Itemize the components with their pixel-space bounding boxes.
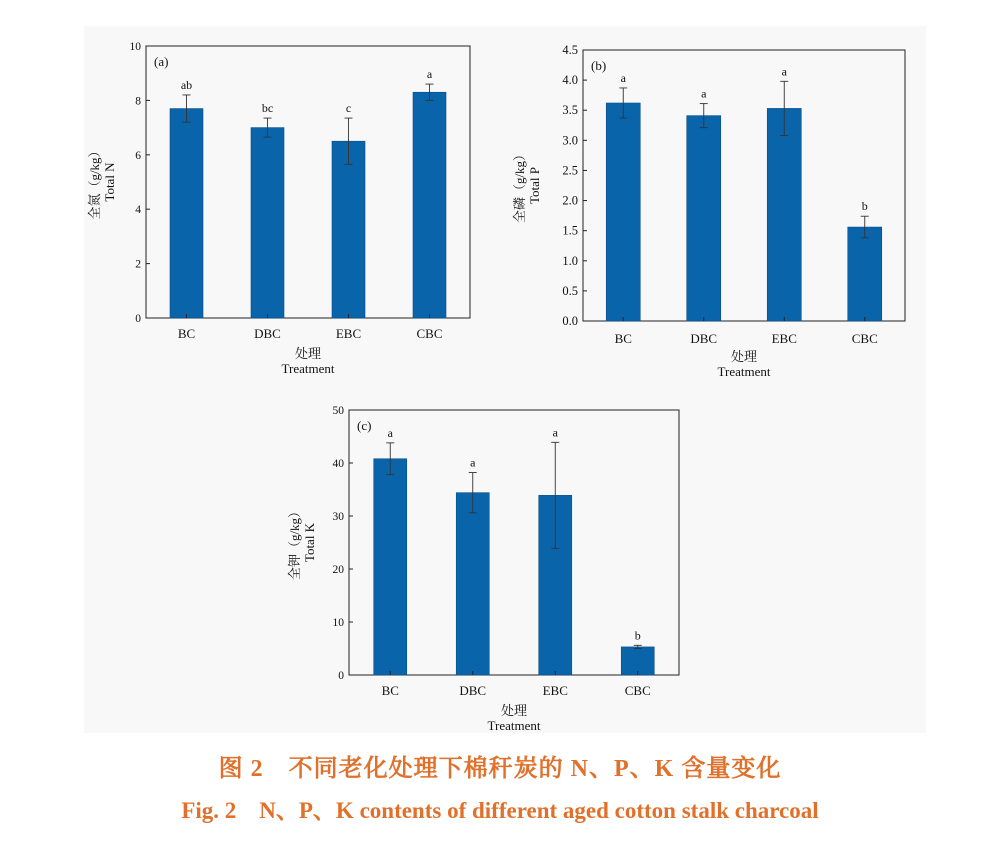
chart-a-ylabel-cn: 全氮（g/kg） xyxy=(87,144,102,220)
chart-b-significance-label: a xyxy=(620,70,626,85)
chart-c-ytick-label: 10 xyxy=(332,617,344,629)
chart-b-significance-label: b xyxy=(861,199,868,214)
chart-c-ytick-label: 50 xyxy=(332,405,344,417)
chart-b-ytick-label: 0.5 xyxy=(562,283,578,298)
figure-panel xyxy=(84,26,926,733)
chart-b-xlabel-en: Treatment xyxy=(717,364,771,379)
chart-b-bar xyxy=(687,116,721,321)
chart-a-ytick-label: 6 xyxy=(135,149,141,162)
chart-a-xlabel-cn: 处理 xyxy=(294,346,322,361)
chart-c-bar xyxy=(456,493,489,675)
chart-a-xtick-label: CBC xyxy=(416,326,443,341)
chart-b-ytick-label: 0.0 xyxy=(562,314,578,328)
chart-b-xtick-label: BC xyxy=(614,331,632,346)
chart-c-significance-label: b xyxy=(634,628,641,643)
chart-a-ytick-label: 2 xyxy=(135,258,141,271)
chart-a-xtick-label: EBC xyxy=(335,326,362,341)
chart-b-ylabel-cn: 全磷（g/kg） xyxy=(512,147,527,224)
chart-b-significance-label: a xyxy=(701,86,707,101)
figure-caption-english: Fig. 2 N、P、K contents of different aged cotton stalk charcoal xyxy=(181,798,819,823)
chart-c-ytick-label: 20 xyxy=(332,564,344,576)
chart-c-ytick-label: 30 xyxy=(332,511,344,523)
chart-b-ytick-label: 2.0 xyxy=(562,193,578,208)
chart-b-ytick-label: 4.0 xyxy=(562,73,578,88)
chart-a-ytick-label: 10 xyxy=(129,41,141,53)
chart-b-ytick-label: 1.5 xyxy=(562,223,578,238)
chart-a-xlabel-en: Treatment xyxy=(281,361,335,376)
chart-c-bar xyxy=(374,459,407,675)
chart-c-ytick-label: 40 xyxy=(332,458,344,470)
chart-b-ylabel-en: Total P xyxy=(527,166,542,205)
chart-b-ytick-label: 3.0 xyxy=(562,133,578,148)
chart-c-significance-label: a xyxy=(470,455,476,470)
chart-c-xtick-label: CBC xyxy=(624,683,651,698)
chart-a-xtick-label: BC xyxy=(177,326,196,341)
chart-a-significance-label: a xyxy=(426,67,433,82)
chart-b-xtick-label: EBC xyxy=(771,331,797,346)
chart-c-ylabel-cn: 全钾（g/kg） xyxy=(287,504,302,581)
chart-c-ytick-label: 0 xyxy=(338,670,344,682)
chart-b-panel-label: (b) xyxy=(591,58,607,73)
chart-c-xtick-label: EBC xyxy=(542,683,568,698)
chart-c-xtick-label: BC xyxy=(381,683,399,698)
chart-b-significance-label: a xyxy=(781,64,787,79)
chart-b-ytick-label: 1.0 xyxy=(562,253,578,268)
chart-b-bar xyxy=(606,103,640,321)
chart-a-bar xyxy=(332,141,365,318)
chart-a-significance-label: ab xyxy=(180,77,193,92)
chart-a-xtick-label: DBC xyxy=(254,326,281,341)
chart-c-panel-label: (c) xyxy=(357,418,372,433)
chart-b-xlabel-cn: 处理 xyxy=(730,349,758,364)
chart-b-bar xyxy=(848,227,882,321)
chart-a-ytick-label: 4 xyxy=(135,204,141,217)
chart-b-xtick-label: DBC xyxy=(690,331,718,346)
chart-a-ytick-label: 0 xyxy=(135,313,141,325)
chart-b-ytick-label: 3.5 xyxy=(562,103,578,118)
chart-a-ylabel-en: Total N xyxy=(102,162,117,202)
chart-a-ytick-label: 8 xyxy=(135,95,141,108)
chart-a-panel-label: (a) xyxy=(154,54,169,69)
chart-a-bar xyxy=(413,92,446,318)
chart-a-bar xyxy=(251,128,284,318)
chart-a-significance-label: c xyxy=(345,101,352,116)
chart-c-xlabel-en: Treatment xyxy=(487,718,541,733)
figure-caption-chinese: 图 2 不同老化处理下棉秆炭的 N、P、K 含量变化 xyxy=(218,756,782,782)
chart-c-significance-label: a xyxy=(552,425,558,440)
chart-c-significance-label: a xyxy=(387,425,393,440)
chart-b-ytick-label: 2.5 xyxy=(562,163,578,178)
chart-a-bar xyxy=(170,109,203,318)
charts-svg xyxy=(84,26,926,733)
chart-b-bar xyxy=(767,108,801,321)
chart-c-bar xyxy=(621,647,654,675)
chart-b-ytick-label: 4.5 xyxy=(562,43,578,57)
chart-b-xtick-label: CBC xyxy=(851,331,878,346)
chart-c-xtick-label: DBC xyxy=(459,683,487,698)
chart-c-ylabel-en: Total K xyxy=(302,522,317,563)
chart-a-significance-label: bc xyxy=(261,101,274,116)
chart-c-xlabel-cn: 处理 xyxy=(500,703,528,718)
